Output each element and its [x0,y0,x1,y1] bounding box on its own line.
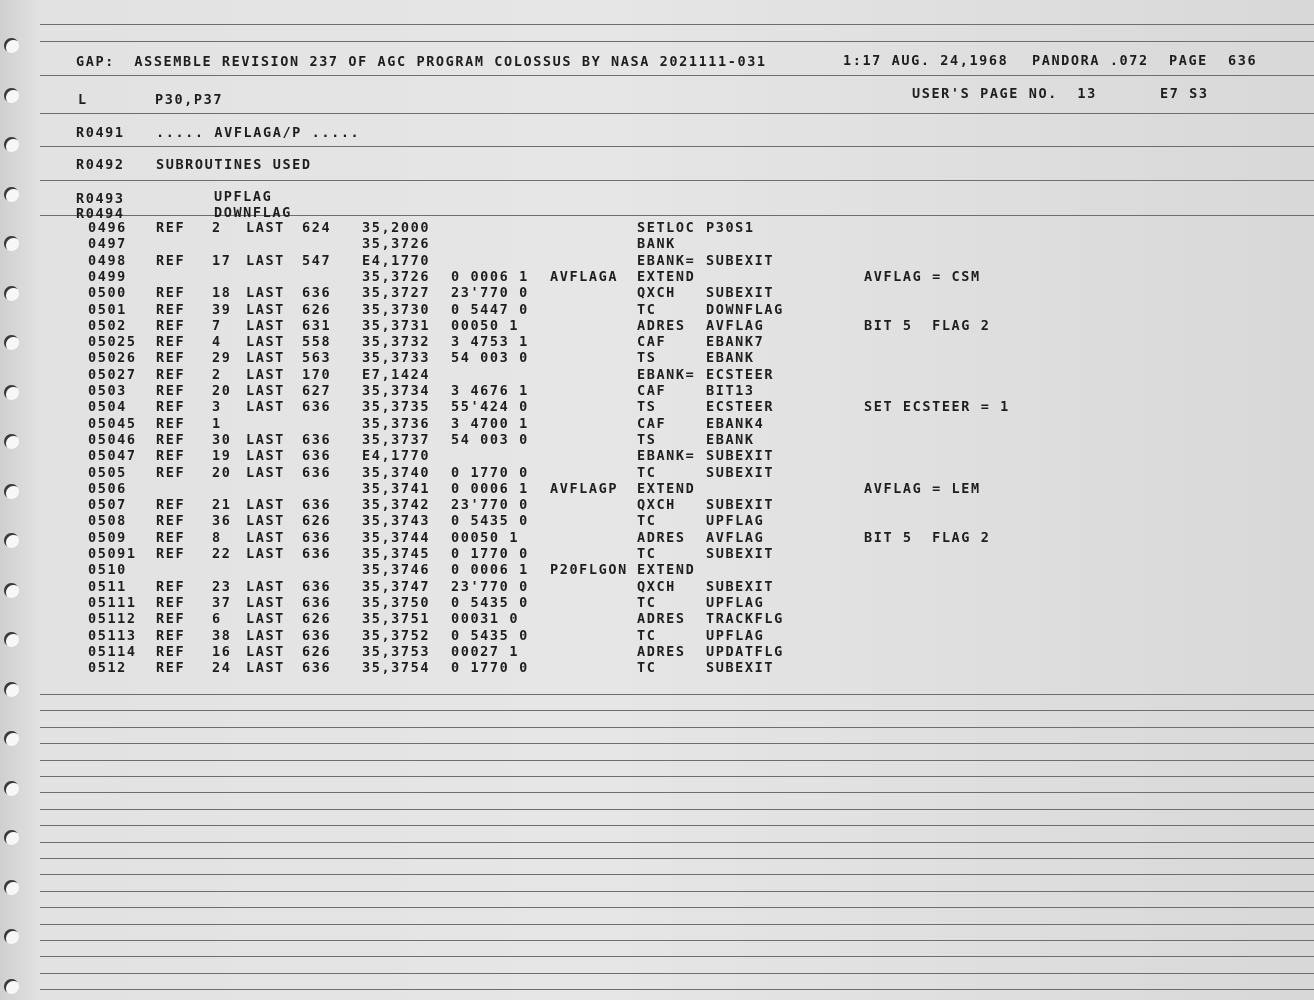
ruled-line [40,907,1314,908]
ref-count: 18 [212,285,232,301]
ref-count: 3 [212,399,222,415]
address: 35,3743 [362,513,431,529]
operand: SUBEXIT [706,465,775,481]
line-number: 05091 [88,546,137,562]
line-number: 05026 [88,350,137,366]
last-page: 636 [302,465,332,481]
address: 35,3746 [362,562,431,578]
address: 35,3753 [362,644,431,660]
ref-count: 17 [212,253,232,269]
header-page-number: 636 [1228,53,1258,69]
octal-code: 0 5435 0 [451,595,529,611]
opcode: QXCH [637,579,676,595]
octal-code: 3 4700 1 [451,416,529,432]
operand: ECSTEER [706,367,775,383]
last-page: 636 [302,399,332,415]
ref-count: 38 [212,628,232,644]
ref-keyword: REF [156,253,186,269]
ruled-line [40,146,1314,147]
ruled-line [40,743,1314,744]
ref-count: 6 [212,611,222,627]
ruled-line [40,113,1314,114]
note-text: UPFLAG [214,189,273,205]
last-page: 626 [302,644,332,660]
line-number: 0507 [88,497,127,513]
note-text: ..... AVFLAGA/P ..... [156,125,361,141]
header-title: GAP: ASSEMBLE REVISION 237 OF AGC PROGRAM COLOSSUS BY NASA 2021111-031 [76,54,767,70]
operand: EBANK [706,432,755,448]
listing-code: E7 S3 [1160,86,1209,102]
last-keyword: LAST [246,220,285,236]
opcode: ADRES [637,644,686,660]
operand: UPFLAG [706,595,765,611]
last-keyword: LAST [246,644,285,660]
line-number: 0506 [88,481,127,497]
address: 35,3730 [362,302,431,318]
ruled-line [40,180,1314,181]
ruled-line [40,956,1314,957]
octal-code: 23'770 0 [451,497,529,513]
note-id: R0492 [76,157,125,173]
ref-keyword: REF [156,497,186,513]
ref-keyword: REF [156,432,186,448]
address: 35,3742 [362,497,431,513]
ruled-line [40,75,1314,76]
address: 35,3736 [362,416,431,432]
octal-code: 00027 1 [451,644,520,660]
address: 35,3747 [362,579,431,595]
ref-count: 21 [212,497,232,513]
address: 35,3731 [362,318,431,334]
address: 35,3733 [362,350,431,366]
octal-code: 23'770 0 [451,579,529,595]
operand: UPFLAG [706,513,765,529]
octal-code: 55'424 0 [451,399,529,415]
last-keyword: LAST [246,595,285,611]
operand: SUBEXIT [706,546,775,562]
punch-hole-icon [4,632,19,647]
address: 35,3727 [362,285,431,301]
last-page: 631 [302,318,332,334]
ref-count: 22 [212,546,232,562]
operand: AVFLAG [706,318,765,334]
ref-count: 29 [212,350,232,366]
ruled-line [40,924,1314,925]
opcode: EBANK= [637,448,696,464]
last-page: 563 [302,350,332,366]
ref-count: 20 [212,383,232,399]
ruled-line [40,809,1314,810]
address: 35,3752 [362,628,431,644]
ref-keyword: REF [156,334,186,350]
line-number: 05047 [88,448,137,464]
ref-keyword: REF [156,513,186,529]
ref-count: 2 [212,367,222,383]
address: 35,3754 [362,660,431,676]
last-keyword: LAST [246,530,285,546]
symbol-label: AVFLAGP [550,481,619,497]
ref-count: 7 [212,318,222,334]
opcode: EXTEND [637,269,696,285]
line-number: 05027 [88,367,137,383]
punch-hole-icon [4,286,19,301]
last-keyword: LAST [246,318,285,334]
opcode: ADRES [637,530,686,546]
last-keyword: LAST [246,448,285,464]
line-number: 0508 [88,513,127,529]
line-number: 0502 [88,318,127,334]
ruled-line [40,940,1314,941]
octal-code: 00031 0 [451,611,520,627]
line-number: 05025 [88,334,137,350]
address: E4,1770 [362,253,431,269]
operand: EBANK [706,350,755,366]
operand: SUBEXIT [706,448,775,464]
address: E4,1770 [362,448,431,464]
ref-keyword: REF [156,660,186,676]
octal-code: 23'770 0 [451,285,529,301]
ref-keyword: REF [156,383,186,399]
ref-count: 24 [212,660,232,676]
last-page: 636 [302,285,332,301]
header-page-label: PAGE [1169,53,1208,69]
operand: P30S1 [706,220,755,236]
header-host: PANDORA .072 [1032,53,1149,69]
ref-keyword: REF [156,367,186,383]
ref-keyword: REF [156,579,186,595]
note-text: SUBROUTINES USED [156,157,312,173]
symbol-label: AVFLAGA [550,269,619,285]
line-number: 05114 [88,644,137,660]
ruled-line [40,776,1314,777]
line-number: 0499 [88,269,127,285]
ruled-line [40,989,1314,990]
last-keyword: LAST [246,399,285,415]
ref-keyword: REF [156,465,186,481]
ruled-line [40,842,1314,843]
opcode: CAF [637,383,667,399]
operand: ECSTEER [706,399,775,415]
address: 35,3740 [362,465,431,481]
ref-keyword: REF [156,546,186,562]
line-number: 0500 [88,285,127,301]
last-keyword: LAST [246,611,285,627]
header-timestamp: 1:17 AUG. 24,1968 [843,53,1009,69]
ref-count: 37 [212,595,232,611]
last-page: 636 [302,448,332,464]
line-number: 0498 [88,253,127,269]
octal-code: 3 4753 1 [451,334,529,350]
address: 35,3726 [362,269,431,285]
last-page: 636 [302,530,332,546]
opcode: ADRES [637,318,686,334]
opcode: TC [637,660,657,676]
comment: BIT 5 FLAG 2 [864,318,991,334]
line-number: 05112 [88,611,137,627]
opcode: EBANK= [637,253,696,269]
line-number: 0496 [88,220,127,236]
operand: EBANK7 [706,334,765,350]
punch-hole-icon [4,335,19,350]
last-page: 636 [302,546,332,562]
note-id: R0494 [76,206,125,222]
last-keyword: LAST [246,465,285,481]
address: E7,1424 [362,367,431,383]
address: 35,2000 [362,220,431,236]
ruled-line [40,825,1314,826]
ruled-line [40,891,1314,892]
punch-hole-icon [4,236,19,251]
octal-code: 54 003 0 [451,432,529,448]
ruled-line [40,694,1314,695]
last-page: 624 [302,220,332,236]
last-page: 636 [302,432,332,448]
operand: TRACKFLG [706,611,784,627]
last-keyword: LAST [246,432,285,448]
comment: BIT 5 FLAG 2 [864,530,991,546]
ref-keyword: REF [156,595,186,611]
ref-keyword: REF [156,530,186,546]
ref-count: 20 [212,465,232,481]
operand: SUBEXIT [706,497,775,513]
ref-count: 36 [212,513,232,529]
ref-count: 30 [212,432,232,448]
line-number: 05113 [88,628,137,644]
last-keyword: LAST [246,334,285,350]
comment: SET ECSTEER = 1 [864,399,1010,415]
ref-keyword: REF [156,416,186,432]
ref-count: 4 [212,334,222,350]
punch-hole-icon [4,88,19,103]
punch-hole-icon [4,830,19,845]
address: 35,3750 [362,595,431,611]
punch-hole-icon [4,38,19,53]
ref-count: 39 [212,302,232,318]
punch-hole-icon [4,731,19,746]
last-keyword: LAST [246,497,285,513]
last-page: 626 [302,513,332,529]
note-id: R0493 [76,191,125,207]
opcode: CAF [637,416,667,432]
last-page: 547 [302,253,332,269]
ref-keyword: REF [156,611,186,627]
ref-keyword: REF [156,644,186,660]
comment: AVFLAG = LEM [864,481,981,497]
address: 35,3732 [362,334,431,350]
operand: SUBEXIT [706,579,775,595]
line-number: 0510 [88,562,127,578]
octal-code: 00050 1 [451,530,520,546]
octal-code: 3 4676 1 [451,383,529,399]
punch-hole-icon [4,137,19,152]
note-id: R0491 [76,125,125,141]
punch-hole-icon [4,385,19,400]
punch-hole-icon [4,979,19,994]
octal-code: 0 1770 0 [451,546,529,562]
octal-code: 00050 1 [451,318,520,334]
last-keyword: LAST [246,546,285,562]
opcode: TS [637,399,657,415]
last-keyword: LAST [246,579,285,595]
last-page: 558 [302,334,332,350]
address: 35,3744 [362,530,431,546]
ref-keyword: REF [156,448,186,464]
punch-hole-icon [4,583,19,598]
opcode: CAF [637,334,667,350]
operand: BIT13 [706,383,755,399]
opcode: TS [637,350,657,366]
address: 35,3735 [362,399,431,415]
last-page: 636 [302,628,332,644]
last-page: 170 [302,367,332,383]
punch-hole-icon [4,682,19,697]
line-number: 0501 [88,302,127,318]
ref-keyword: REF [156,318,186,334]
line-number: 0497 [88,236,127,252]
note-text: DOWNFLAG [214,205,292,221]
line-number: 05045 [88,416,137,432]
ref-keyword: REF [156,628,186,644]
line-number: 05111 [88,595,137,611]
last-page: 626 [302,611,332,627]
last-page: 636 [302,595,332,611]
opcode: QXCH [637,497,676,513]
octal-code: 0 5435 0 [451,628,529,644]
last-keyword: LAST [246,253,285,269]
octal-code: 0 0006 1 [451,269,529,285]
ruled-line [40,41,1314,42]
line-number: 0505 [88,465,127,481]
line-number: 0512 [88,660,127,676]
octal-code: 54 003 0 [451,350,529,366]
ruled-line [40,874,1314,875]
ruled-line [40,727,1314,728]
opcode: SETLOC [637,220,696,236]
line-number: 0504 [88,399,127,415]
ref-keyword: REF [156,285,186,301]
octal-code: 0 0006 1 [451,481,529,497]
opcode: BANK [637,236,676,252]
opcode: ADRES [637,611,686,627]
octal-code: 0 5447 0 [451,302,529,318]
opcode: TC [637,546,657,562]
octal-code: 0 1770 0 [451,465,529,481]
octal-code: 0 1770 0 [451,660,529,676]
symbol-label: P20FLGON [550,562,628,578]
ref-keyword: REF [156,220,186,236]
address: 35,3751 [362,611,431,627]
opcode: TC [637,595,657,611]
ref-keyword: REF [156,350,186,366]
opcode: QXCH [637,285,676,301]
operand: DOWNFLAG [706,302,784,318]
last-keyword: LAST [246,302,285,318]
ref-count: 23 [212,579,232,595]
opcode: EBANK= [637,367,696,383]
opcode: TS [637,432,657,448]
line-number: 0503 [88,383,127,399]
operand: SUBEXIT [706,660,775,676]
last-keyword: LAST [246,350,285,366]
address: 35,3745 [362,546,431,562]
ref-count: 8 [212,530,222,546]
line-number: 05046 [88,432,137,448]
ruled-line [40,858,1314,859]
punch-hole-icon [4,533,19,548]
last-keyword: LAST [246,628,285,644]
punch-hole-icon [4,880,19,895]
ruled-line [40,760,1314,761]
operand: AVFLAG [706,530,765,546]
operand: SUBEXIT [706,253,775,269]
punch-hole-icon [4,484,19,499]
last-keyword: LAST [246,285,285,301]
ruled-line [40,792,1314,793]
last-page: 627 [302,383,332,399]
log-value: P30,P37 [155,92,224,108]
last-page: 636 [302,660,332,676]
octal-code: 0 0006 1 [451,562,529,578]
ref-count: 1 [212,416,222,432]
opcode: TC [637,465,657,481]
opcode: TC [637,302,657,318]
last-keyword: LAST [246,383,285,399]
address: 35,3737 [362,432,431,448]
last-keyword: LAST [246,660,285,676]
ref-count: 16 [212,644,232,660]
users-page-number: USER'S PAGE NO. 13 [912,86,1097,102]
ref-count: 2 [212,220,222,236]
ruled-line [40,710,1314,711]
last-page: 636 [302,497,332,513]
opcode: TC [637,513,657,529]
last-keyword: LAST [246,513,285,529]
operand: UPFLAG [706,628,765,644]
punch-hole-icon [4,434,19,449]
operand: SUBEXIT [706,285,775,301]
operand: UPDATFLG [706,644,784,660]
ref-keyword: REF [156,302,186,318]
punch-hole-icon [4,187,19,202]
line-number: 0511 [88,579,127,595]
ref-keyword: REF [156,399,186,415]
operand: EBANK4 [706,416,765,432]
opcode: EXTEND [637,481,696,497]
last-keyword: LAST [246,367,285,383]
opcode: TC [637,628,657,644]
address: 35,3741 [362,481,431,497]
ruled-line [40,973,1314,974]
address: 35,3734 [362,383,431,399]
last-page: 636 [302,579,332,595]
punch-hole-icon [4,781,19,796]
octal-code: 0 5435 0 [451,513,529,529]
ruled-line [40,24,1314,25]
line-number: 0509 [88,530,127,546]
opcode: EXTEND [637,562,696,578]
ref-count: 19 [212,448,232,464]
comment: AVFLAG = CSM [864,269,981,285]
last-page: 626 [302,302,332,318]
log-label: L [78,92,88,108]
address: 35,3726 [362,236,431,252]
punch-hole-icon [4,929,19,944]
